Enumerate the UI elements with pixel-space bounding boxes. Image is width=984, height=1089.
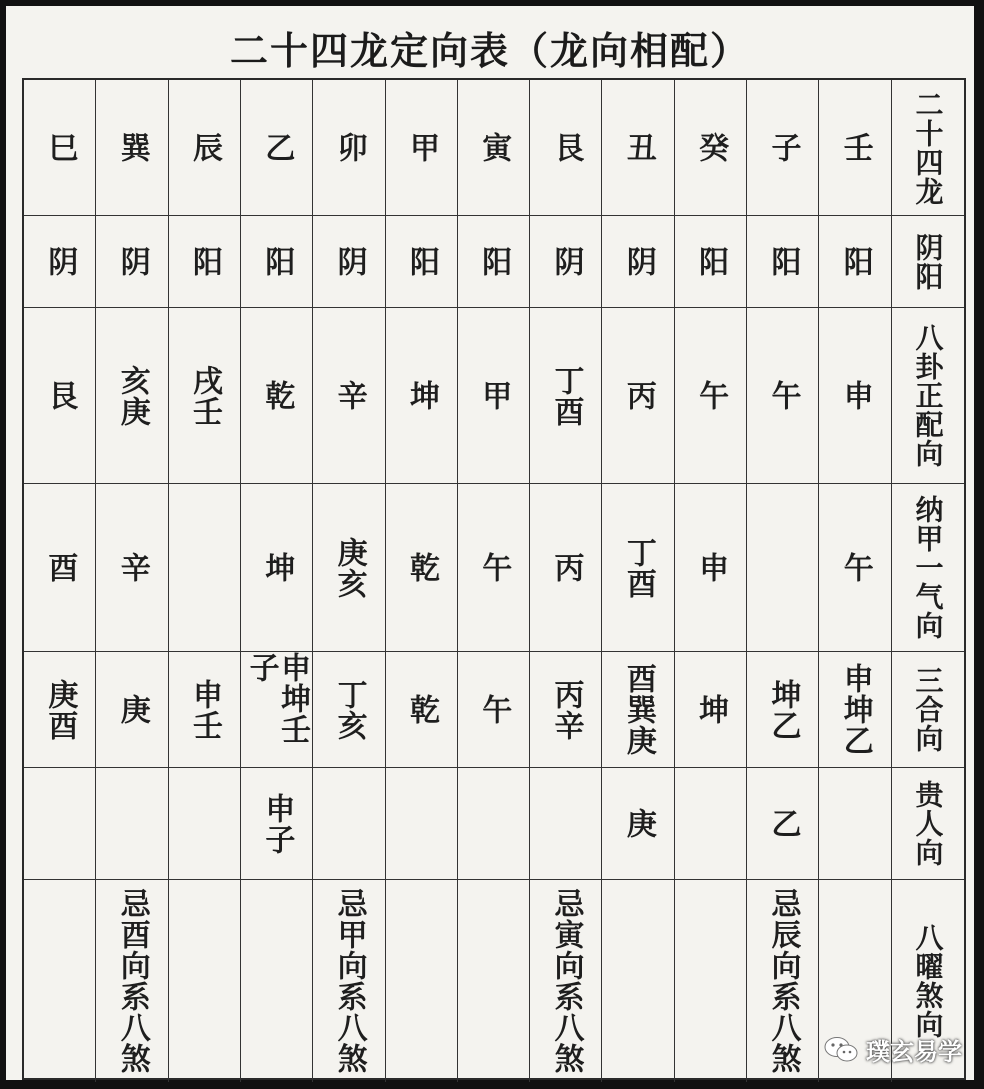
- row-header: [892, 484, 964, 652]
- table-cell-najia-direction: [458, 484, 530, 652]
- cell-text: 阳: [693, 246, 729, 277]
- cell-text: 坤: [259, 552, 295, 583]
- table-cell-dragon: [24, 80, 96, 216]
- cell-text: 巽: [114, 132, 150, 163]
- cell-text: 巳: [42, 132, 78, 163]
- table-cell-dragon: [241, 80, 313, 216]
- cell-text: 乾: [403, 552, 439, 583]
- row-header-label: 八曜煞向: [911, 923, 945, 1039]
- cell-text: 午: [837, 552, 873, 583]
- row-header: [892, 216, 964, 308]
- cell-text: 申子: [259, 792, 295, 855]
- table-cell-dragon: [819, 80, 891, 216]
- table-cell-bayao-direction: [24, 880, 96, 1082]
- table-cell-bayao-direction: [386, 880, 458, 1082]
- table-cell-dragon: [747, 80, 819, 216]
- table-cell-yinyang: [169, 216, 241, 308]
- cell-text: 阴: [331, 246, 367, 277]
- cell-text: 坤: [693, 694, 729, 725]
- table-cell-guiren-direction: [602, 768, 674, 880]
- cell-text: 午: [693, 380, 729, 411]
- row-header: [892, 308, 964, 484]
- row-header-label: 贵人向: [911, 780, 945, 867]
- row-header-label: 二十四龙: [911, 89, 945, 206]
- row-header: [892, 80, 964, 216]
- cell-text: 子: [765, 132, 801, 163]
- cell-text: 乾: [259, 380, 295, 411]
- table-cell-sanhe-direction: [96, 652, 168, 768]
- table-cell-najia-direction: [241, 484, 313, 652]
- row-header-label: 八卦正配向: [911, 323, 945, 468]
- cell-text: 丁亥: [331, 678, 367, 741]
- cell-text: 忌甲向系八煞: [331, 888, 367, 1074]
- table-cell-najia-direction: [819, 484, 891, 652]
- table-cell-guiren-direction: [458, 768, 530, 880]
- wechat-icon: [824, 1036, 858, 1064]
- row-header-label: 阴阳: [911, 232, 945, 291]
- cell-text: 酉: [42, 552, 78, 583]
- table-cell-bagua-direction: [96, 308, 168, 484]
- table-cell-bayao-direction: [241, 880, 313, 1082]
- table-cell-bagua-direction: [386, 308, 458, 484]
- watermark-text: 璞玄易学: [866, 1038, 962, 1066]
- table-cell-yinyang: [458, 216, 530, 308]
- table-cell-guiren-direction: [819, 768, 891, 880]
- table-cell-sanhe-direction: [241, 652, 313, 768]
- table-cell-najia-direction: [747, 484, 819, 652]
- cell-text: 阳: [259, 246, 295, 277]
- table-cell-najia-direction: [602, 484, 674, 652]
- cell-text: 辰: [187, 132, 223, 163]
- cell-text: 戌壬: [187, 364, 223, 427]
- table-cell-yinyang: [96, 216, 168, 308]
- table-cell-guiren-direction: [675, 768, 747, 880]
- table-cell-bagua-direction: [675, 308, 747, 484]
- table-cell-bagua-direction: [241, 308, 313, 484]
- table-cell-sanhe-direction: [458, 652, 530, 768]
- cell-text: 庚亥: [331, 536, 367, 599]
- cell-text: 忌寅向系八煞: [548, 888, 584, 1074]
- table-cell-sanhe-direction: [530, 652, 602, 768]
- document-page: [6, 6, 974, 1080]
- cell-text: 辛: [331, 380, 367, 411]
- cell-text: 亥庚: [114, 364, 150, 427]
- cell-text: 申坤乙: [837, 663, 873, 756]
- table-cell-dragon: [386, 80, 458, 216]
- cell-text: 阳: [765, 246, 801, 277]
- table-cell-bagua-direction: [747, 308, 819, 484]
- table-cell-bagua-direction: [169, 308, 241, 484]
- table-cell-yinyang: [602, 216, 674, 308]
- table-cell-guiren-direction: [747, 768, 819, 880]
- cell-text: 艮: [42, 380, 78, 411]
- table-cell-guiren-direction: [24, 768, 96, 880]
- cell-text: 乙: [765, 808, 801, 839]
- cell-text: 阳: [403, 246, 439, 277]
- table-cell-dragon: [458, 80, 530, 216]
- table-cell-najia-direction: [675, 484, 747, 652]
- cell-text: 坤: [403, 380, 439, 411]
- table-cell-najia-direction: [24, 484, 96, 652]
- cell-text: 癸: [693, 132, 729, 163]
- table-cell-bayao-direction: [458, 880, 530, 1082]
- table-cell-dragon: [169, 80, 241, 216]
- table-cell-bayao-direction: [96, 880, 168, 1082]
- table-cell-guiren-direction: [241, 768, 313, 880]
- table-cell-najia-direction: [96, 484, 168, 652]
- cell-text: 午: [765, 380, 801, 411]
- row-header-label: 纳甲一气向: [911, 495, 945, 640]
- table-cell-sanhe-direction: [313, 652, 385, 768]
- cell-text: 寅: [476, 132, 512, 163]
- cell-text: 乙: [259, 132, 295, 163]
- table-cell-yinyang: [819, 216, 891, 308]
- table-cell-dragon: [602, 80, 674, 216]
- cell-text: 酉巽庚: [620, 663, 656, 756]
- cell-text: 阳: [476, 246, 512, 277]
- table-cell-yinyang: [241, 216, 313, 308]
- row-header-label: 三合向: [911, 666, 945, 753]
- cell-text: 阴: [42, 246, 78, 277]
- table-cell-bayao-direction: [602, 880, 674, 1082]
- cell-text: 辛: [114, 552, 150, 583]
- table-cell-dragon: [313, 80, 385, 216]
- cell-text: 壬: [837, 132, 873, 163]
- table-cell-bayao-direction: [169, 880, 241, 1082]
- cell-text: 艮: [548, 132, 584, 163]
- table-cell-sanhe-direction: [819, 652, 891, 768]
- cell-text: 阴: [620, 246, 656, 277]
- watermark: [824, 1032, 962, 1067]
- cell-text: 申: [837, 380, 873, 411]
- cell-text: 申坤壬子: [243, 652, 311, 745]
- cell-text: 卯: [331, 132, 367, 163]
- table-cell-yinyang: [386, 216, 458, 308]
- dragon-direction-table: [22, 78, 966, 1080]
- table-cell-bagua-direction: [458, 308, 530, 484]
- cell-text: 庚酉: [42, 678, 78, 741]
- cell-text: 阳: [187, 246, 223, 277]
- cell-text: 丁酉: [620, 536, 656, 599]
- table-cell-najia-direction: [386, 484, 458, 652]
- cell-text: 乾: [403, 694, 439, 725]
- table-cell-najia-direction: [169, 484, 241, 652]
- cell-text: 甲: [476, 380, 512, 411]
- cell-text: 坤乙: [765, 678, 801, 741]
- table-cell-yinyang: [675, 216, 747, 308]
- table-cell-guiren-direction: [313, 768, 385, 880]
- table-cell-guiren-direction: [169, 768, 241, 880]
- cell-text: 丙辛: [548, 678, 584, 741]
- table-cell-dragon: [96, 80, 168, 216]
- table-cell-sanhe-direction: [747, 652, 819, 768]
- table-cell-yinyang: [24, 216, 96, 308]
- table-cell-yinyang: [313, 216, 385, 308]
- table-cell-bagua-direction: [602, 308, 674, 484]
- cell-text: 阴: [114, 246, 150, 277]
- table-cell-bagua-direction: [313, 308, 385, 484]
- table-cell-guiren-direction: [386, 768, 458, 880]
- row-header: [892, 768, 964, 880]
- cell-text: 庚: [114, 694, 150, 725]
- row-header: [892, 652, 964, 768]
- table-cell-dragon: [675, 80, 747, 216]
- table-cell-najia-direction: [313, 484, 385, 652]
- cell-text: 午: [476, 552, 512, 583]
- cell-text: 丙: [620, 380, 656, 411]
- cell-text: 甲: [403, 132, 439, 163]
- cell-text: 阳: [837, 246, 873, 277]
- table-cell-najia-direction: [530, 484, 602, 652]
- table-cell-guiren-direction: [96, 768, 168, 880]
- table-cell-bayao-direction: [313, 880, 385, 1082]
- table-cell-dragon: [530, 80, 602, 216]
- table-cell-bagua-direction: [24, 308, 96, 484]
- cell-text: 午: [476, 694, 512, 725]
- table-cell-sanhe-direction: [602, 652, 674, 768]
- table-cell-yinyang: [530, 216, 602, 308]
- table-cell-sanhe-direction: [675, 652, 747, 768]
- cell-text: 丑: [620, 132, 656, 163]
- table-cell-bayao-direction: [747, 880, 819, 1082]
- cell-text: 丁酉: [548, 364, 584, 427]
- cell-text: 忌辰向系八煞: [765, 888, 801, 1074]
- table-cell-sanhe-direction: [24, 652, 96, 768]
- cell-text: 庚: [620, 808, 656, 839]
- table-cell-sanhe-direction: [169, 652, 241, 768]
- page-title: 二十四龙定向表（龙向相配）: [229, 29, 750, 73]
- table-cell-bayao-direction: [530, 880, 602, 1082]
- cell-text: 申: [693, 552, 729, 583]
- table-cell-bagua-direction: [530, 308, 602, 484]
- table-cell-bagua-direction: [819, 308, 891, 484]
- cell-text: 丙: [548, 552, 584, 583]
- table-cell-yinyang: [747, 216, 819, 308]
- cell-text: 忌酉向系八煞: [114, 888, 150, 1074]
- cell-text: 申壬: [187, 678, 223, 741]
- cell-text: 阴: [548, 246, 584, 277]
- table-cell-sanhe-direction: [386, 652, 458, 768]
- table-cell-guiren-direction: [530, 768, 602, 880]
- table-cell-bayao-direction: [675, 880, 747, 1082]
